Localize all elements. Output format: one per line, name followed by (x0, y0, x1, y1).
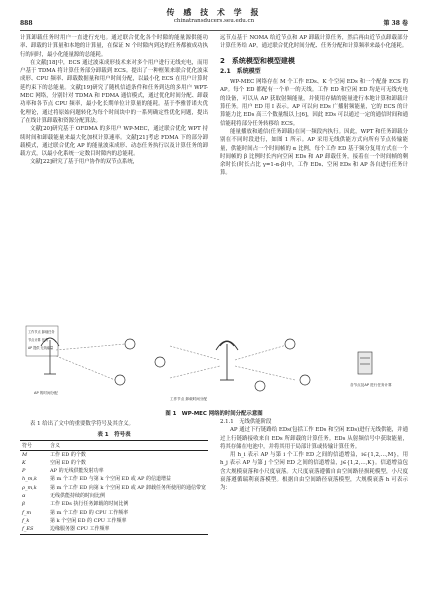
subsection-heading: 2.1 系统模型 (220, 67, 261, 75)
table-row (20, 468, 208, 476)
meaning-cell: 第 m 个工作 ED 向第 k 个空闲 ED 或 AP 卸载任务所使用的通信带宽 (50, 484, 206, 491)
paragraph: 能量播放和通信(任务卸载)在同一频段内执行。因此，WPT 和任务卸载分别在不同时段进行，如图 1 所示。AP 采用无线供能方式向所有节点传输能量，供能时间占一个时间帧的 α 比例，每个工作 ED 基于频分复用方式在一个时间帧的 β 比例时长内向空闲 EDs 和 AP 卸载任务，接着在一个时间帧的剩余时长(时长占比 γ=1-α-β)中，工作 EDs、空闲 EDs 和 AP 各自进行任务计算。 (220, 128, 408, 177)
paragraph: 用 h_i 表示 AP 与第 i 个工作 ED 之间的信道增益，i∈{1,2,…,M}，用 h_j 表示 AP 与第 j 个空闲 ED 之间的信道增益，j∈{1,2,…,K}。信道增益包含大规模衰落和小尺度衰落。大尺度衰落遵循自由空间路径损耗模型，小尺度衰落遵循瑞利衰落模型。根据自由空间路径衰落模型，大规模衰落 h 可表示为： (220, 452, 408, 492)
meaning-cell: AP 的无线供能发射功率 (50, 468, 104, 475)
journal-url: chinatransducers.seu.edu.cn (173, 18, 255, 24)
symbol-cell: α (22, 493, 26, 499)
meaning-cell: 第 m 个工作 ED 的 CPU 工作频率 (50, 509, 129, 516)
server-icon (358, 352, 372, 374)
figure-caption: 图 1 WP-MEC 网络的时间分配示意图 (165, 411, 263, 417)
symbol-cell: f_m (22, 509, 32, 516)
page-header (20, 6, 408, 31)
symbol-cell: ρ_m,k (22, 484, 37, 491)
table-header: 符号 (20, 441, 48, 451)
journal-title: 传 感 技 术 学 报 (166, 7, 262, 17)
symbol-cell: P (22, 468, 26, 475)
paragraph: AP 通过下行链路给 EDs(包括工作 EDs 和空闲 EDs)进行无线供能，并通过上行链路接收来自 EDs 所卸载的计算任务。EDs 从射频信号中获取能量，将其存储在电池中，并将其用于局部计算或传输计算任务。 (220, 427, 408, 450)
meaning-cell: 边缘服务器 CPU 工作频率 (48, 526, 208, 535)
paragraph: 远节点基于 NOMA 给近节点和 AP 卸载计算任务，然后再由近节点卸载部分计算任务给 AP，通过联合优化时间分配、任务分配和计算频率来最小化能耗。 (220, 35, 408, 50)
meaning-cell: 空闲 ED 的个数 (50, 459, 86, 466)
left-column (20, 34, 208, 167)
ap-time-label: AP 的时间分配 (34, 391, 58, 395)
meaning-cell: 第 k 个空闲 ED 的 CPU 工作频率 (50, 517, 127, 524)
symbol-cell: K (22, 459, 26, 466)
symbol-cell: f_ES (20, 526, 48, 535)
table-row (20, 501, 208, 509)
table-row (20, 451, 208, 460)
page-number: 888 (20, 20, 33, 27)
symbol-cell: M (22, 451, 28, 458)
meaning-cell: 无线供能持续的时间比例 (50, 493, 106, 499)
table-row (20, 492, 208, 500)
meaning-cell: 第 m 个工作 ED 与第 k 个空闲 ED 或 AP 的信道增益 (50, 476, 171, 483)
right-lower-column (220, 418, 408, 493)
paragraph: 文献[20]研究基于 OFDMA 的多用户 WP-MEC，通过联合优化 WPT 持续时间和卸载能量来最大化加权计算速率。文献[21]考虑 FDMA 下的部分卸载模式，通过联合优化 AP 的能量波束成形、动态任务执行以及计算任务的卸载方式，以最小化系统一定数目时隙内的总能耗。 (20, 126, 208, 158)
table-caption: 表 1 符号表 (97, 432, 131, 438)
compute-label: 各节点及AP 进行任务计算 (350, 383, 392, 387)
figure-1 (20, 322, 408, 410)
symbol-cell: β (22, 501, 25, 508)
legend-compute-text: 节点计算 任务 (28, 338, 49, 342)
paragraph: WP-MEC 网络存在 M 个工作 EDs、K 个空闲 EDs 和一个配备 ECS 的 AP。每个 ED 都配有一个单一的天线。工作 ED 和空闲 ED 均是可无线充电的设备，可以从 AP 获取射频能量，并使用存储的能量进行本地计算和卸载计算任务。用户 ED 用 I 表示。AP 可以向 EDs 广播射频能量，它的 ECS 的计算能力比 EDs 高三个数量级以上[6]，因此 EDs 可以通过一定的通信时间和通信能耗将部分任务转移给 ECS。 (220, 79, 408, 127)
table-header: 含义 (48, 441, 208, 451)
symbol-cell: h_m,k (22, 476, 38, 483)
table-intro: 表 1 给出了文中的重要数学符号及其含义。 (30, 421, 134, 427)
symbol-table (20, 430, 208, 535)
volume-label: 第 38 卷 (383, 20, 408, 27)
table-row (20, 517, 208, 525)
table-row (20, 484, 208, 492)
paragraph: 计算卸载任务时用户一直进行充电。通过联合优化各个时隙的能量源供能功率、卸载的计算量和本地的计算量，在保证 N 个时隙内到达的任务都被成功执行的同时，最小化能量源的总能耗。 (20, 35, 208, 58)
table-row (20, 476, 208, 484)
paragraph: 文献[22]研究了基于用户协作的双节点系统， (30, 159, 139, 166)
ap-tower-icon (216, 341, 238, 380)
table-row (20, 459, 208, 467)
legend-wpt-text: AP 提供 无线能量 (28, 346, 54, 350)
subsubsection-heading: 2.1.1 无线供能阶段 (220, 419, 272, 425)
table-row (20, 509, 208, 517)
work-node-label: 工作节点 卸载时间分配 (170, 397, 208, 401)
paragraph: 在文献[18]中，ECS 通过波束成形技术来对多个用户进行无线充电，而用户基于 TDMA 将计算任务部分卸载到 ECS。提出了一种框架来联合优化波束成形、CPU 频率、卸载数据量和用户时间分配，以最小化 ECS 在用户计算时延约束下的总能量。文献[19]研究了随机信道条件和任务到达的多用户 WPT-MEC 网络，分别针对 TDMA 和 FDMA 通信模式，通过优化时间分配、卸载功率和各节点 CPU 频率，最小化长期单位计算量的能耗。基于李雅普诺夫优化理论，通过将原始问题转化为每个时间块中的一系列确定性优化问题，提出了在线计算卸载和资源分配算法。 (20, 59, 208, 124)
symbol-cell: f_k (22, 517, 30, 524)
meaning-cell: 工作 EDs 执行任务卸载的时间比例 (50, 501, 129, 508)
meaning-cell: 工作 ED 的个数 (50, 451, 86, 458)
table-row (20, 526, 208, 535)
legend-offload-text: 工作节点 卸载任务 (28, 330, 55, 334)
right-column (220, 34, 408, 178)
section-heading: 2 系统模型和模型建模 (220, 56, 295, 65)
ed-nodes (115, 339, 310, 391)
